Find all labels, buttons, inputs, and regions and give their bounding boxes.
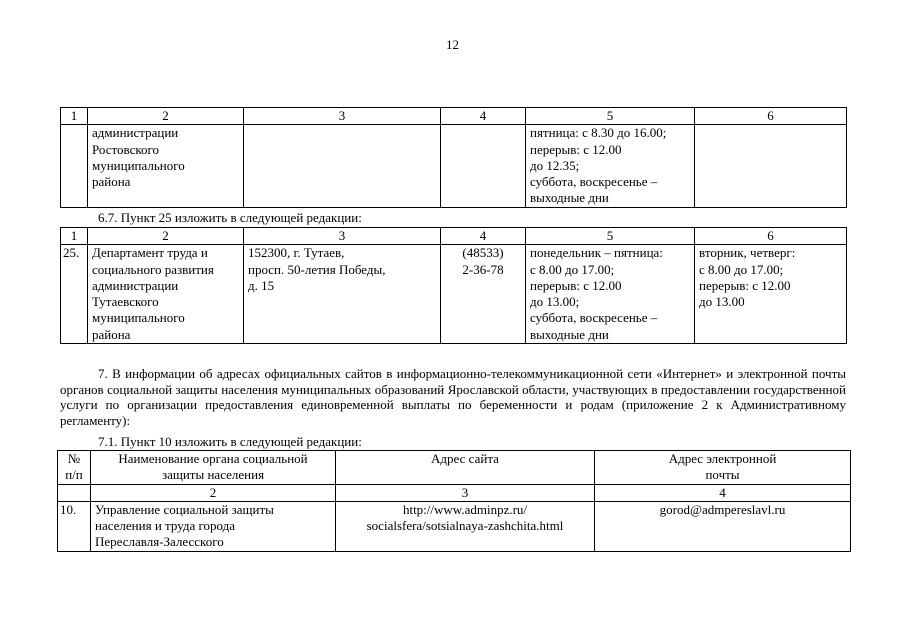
- cell-line: 152300, г. Тутаев,: [248, 245, 345, 261]
- table-cell: [88, 125, 244, 207]
- table-point-25: [60, 227, 847, 344]
- cell-line: Управление социальной защиты: [95, 501, 274, 517]
- cell-line: до 13.00;: [530, 294, 580, 310]
- column-number-row: [58, 484, 851, 501]
- cell-line: муниципального: [92, 157, 185, 173]
- row-number: 25.: [61, 245, 88, 344]
- caption-7-1: 7.1. Пункт 10 изложить в следующей редакции:: [98, 434, 362, 449]
- header-cell: 6: [695, 228, 847, 245]
- cell-line: администрации: [92, 277, 179, 293]
- header-cell: 5: [526, 108, 695, 125]
- cell-line: (48533): [462, 245, 504, 261]
- header-cell: [91, 451, 336, 485]
- cell-line: Департамент труда и: [92, 245, 208, 261]
- table-continuation: [60, 107, 847, 208]
- header-cell: 5: [526, 228, 695, 245]
- header-cell: 1: [61, 228, 88, 245]
- header-cell: 2: [88, 108, 244, 125]
- header-cell: [595, 451, 851, 485]
- cell-line: с 8.00 до 17.00;: [530, 261, 615, 277]
- table-cell: [526, 125, 695, 207]
- cell-line: района: [92, 174, 131, 190]
- paragraph-7: [60, 366, 846, 428]
- cell-line: почты: [705, 467, 740, 483]
- cell-line: администрации: [92, 125, 179, 141]
- table-header-row: [61, 108, 847, 125]
- cell-line: п/п: [65, 467, 83, 483]
- header-cell: 2: [88, 228, 244, 245]
- header-cell: 1: [61, 108, 88, 125]
- page-number: 12: [446, 37, 459, 52]
- cell-line: социального развития: [92, 261, 214, 277]
- table-cell: [441, 125, 526, 207]
- header-cell: 3: [336, 484, 595, 501]
- cell-line: Адрес сайта: [431, 451, 499, 466]
- paragraph-text: 7. В информации об адресах официальных сайтов в информационно-телекоммуникационной сети «Интернет» и электронной почты органов социальной защиты населения муниципальных образований Ярославской области, участвующих в предоставлении государственной услуги по организации предоставления единовременной выплаты по беременности и родам (приложение 2 к Административному регламенту):: [60, 366, 846, 428]
- table-row: [61, 125, 847, 207]
- table-cell: [595, 501, 851, 551]
- caption-6-7: 6.7. Пункт 25 изложить в следующей редакции:: [98, 210, 362, 225]
- cell-line: до 12.35;: [530, 157, 580, 173]
- cell-line: суббота, воскресенье –: [530, 310, 658, 326]
- header-cell: 4: [595, 484, 851, 501]
- cell-line: перерыв: с 12.00: [530, 141, 622, 157]
- cell-line: Ростовского: [92, 141, 160, 157]
- website-link: http://www.adminpz.ru/: [402, 501, 528, 517]
- table-cell: [695, 245, 847, 344]
- cell-line: Адрес электронной: [668, 451, 777, 466]
- table-header-row: [61, 228, 847, 245]
- email-address: gorod@admpereslavl.ru: [659, 501, 786, 517]
- website-link: socialsfera/sotsialnaya-zashchita.html: [366, 518, 564, 534]
- cell-line: до 13.00: [699, 294, 745, 310]
- header-cell: 3: [244, 228, 441, 245]
- cell-line: суббота, воскресенье –: [530, 174, 658, 190]
- table-row: [61, 245, 847, 344]
- table-row: [58, 501, 851, 551]
- table-cell: [695, 125, 847, 207]
- cell-line: 2-36-78: [462, 261, 504, 277]
- cell-line: перерыв: с 12.00: [530, 277, 622, 293]
- table-cell: [91, 501, 336, 551]
- cell-line: выходные дни: [530, 326, 609, 342]
- cell-line: просп. 50-летия Победы,: [248, 261, 386, 277]
- cell-line: пятница: с 8.30 до 16.00;: [530, 125, 667, 141]
- cell-line: вторник, четверг:: [699, 245, 796, 261]
- table-cell: [441, 245, 526, 344]
- cell-line: д. 15: [248, 277, 275, 293]
- cell-line: понедельник – пятница:: [530, 245, 663, 261]
- header-cell: 4: [441, 228, 526, 245]
- table-cell: [88, 245, 244, 344]
- header-cell: 2: [91, 484, 336, 501]
- table-cell: [336, 501, 595, 551]
- cell-line: с 8.00 до 17.00;: [699, 261, 784, 277]
- table-cell: [526, 245, 695, 344]
- cell-line: перерыв: с 12.00: [699, 277, 791, 293]
- cell-line: защиты населения: [161, 467, 265, 483]
- table-header-row: [58, 451, 851, 485]
- table-cell: [244, 125, 441, 207]
- row-number: 10.: [58, 501, 91, 551]
- table-cell: [61, 125, 88, 207]
- header-cell: [58, 451, 91, 485]
- cell-line: Тутаевского: [92, 294, 159, 310]
- cell-line: муниципального: [92, 310, 185, 326]
- header-cell: 4: [441, 108, 526, 125]
- header-cell: 3: [244, 108, 441, 125]
- cell-line: населения и труда города: [95, 518, 236, 534]
- cell-line: Наименование органа социальной: [118, 451, 308, 466]
- cell-line: №: [67, 451, 81, 466]
- cell-line: Переславля-Залесского: [95, 534, 224, 550]
- table-cell: [244, 245, 441, 344]
- header-cell: 6: [695, 108, 847, 125]
- header-cell: [336, 451, 595, 485]
- cell-line: района: [92, 326, 131, 342]
- table-point-10: [57, 450, 851, 552]
- header-cell: [58, 484, 91, 501]
- cell-line: выходные дни: [530, 190, 609, 206]
